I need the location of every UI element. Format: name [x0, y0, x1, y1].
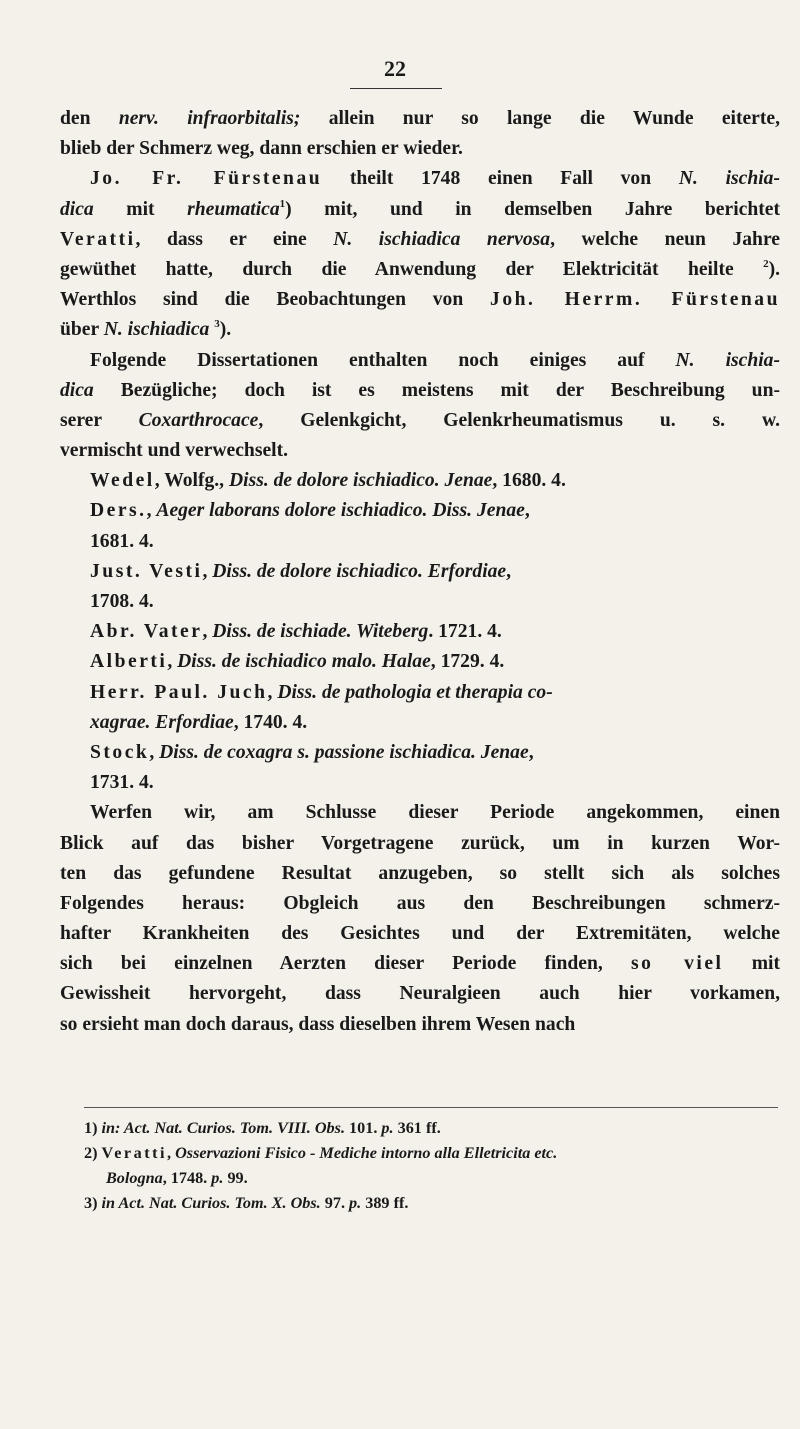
italic-run: Diss. de dolore ischiadico. Jenae	[228, 470, 493, 492]
text-run: 1)	[84, 1119, 102, 1137]
text-run: ) mit, und in demselben Jahre berichtet	[285, 198, 780, 220]
italic-run: Diss. de coxagra s. passione ischiadica. Jenae	[159, 741, 529, 763]
spaced-name: Joh. Herrm. Fürstenau	[490, 289, 780, 311]
text-run: hafter Krankheiten des Gesichtes und der Extremitäten, welche	[60, 923, 780, 945]
italic-run: dica	[60, 198, 94, 220]
text-line	[60, 195, 780, 225]
footnote	[84, 1141, 784, 1191]
text-run: Werthlos sind die Beobachtungen von	[60, 289, 491, 311]
entry-line	[60, 496, 780, 526]
text-line	[60, 285, 780, 315]
paragraph	[60, 164, 780, 345]
text-line	[60, 859, 780, 889]
dissertation-entry	[60, 557, 780, 617]
footnotes	[84, 1116, 784, 1216]
text-run: , 1740. 4.	[233, 711, 308, 733]
italic-run: N. ischia-	[678, 168, 780, 190]
spaced-name: Veratti	[60, 228, 136, 250]
text-line	[60, 376, 780, 406]
text-run: ).	[768, 258, 780, 280]
italic-run: xagrae. Erfordiae	[90, 711, 234, 733]
text-line	[60, 1010, 780, 1040]
text-run: , Gelenkgicht, Gelenkrheumatismus u. s. w.	[258, 409, 780, 431]
italic-run: Diss. de dolore ischiadico. Erfordiae	[212, 560, 507, 582]
spaced-name: Herr. Paul. Juch	[90, 681, 268, 703]
entry-line	[60, 527, 780, 557]
text-run: , 1748.	[162, 1169, 212, 1187]
text-line	[60, 255, 780, 285]
spaced-name: Wedel	[90, 470, 155, 492]
text-run: ,	[149, 741, 160, 763]
entry-line	[60, 617, 780, 647]
text-run: allein nur so lange die Wunde eiterte,	[300, 108, 780, 129]
spaced-name: Jo. Fr. Fürstenau	[90, 168, 323, 190]
dissertation-entry	[60, 678, 780, 738]
text-run: vermischt und verwechselt.	[60, 440, 289, 462]
text-run: blieb der Schmerz weg, dann erschien er wieder.	[60, 138, 463, 160]
text-run: , dass er eine	[135, 228, 334, 250]
spaced-name: Abr. Vater	[90, 621, 203, 643]
italic-run: N. ischia-	[675, 349, 780, 371]
italic-run: p.	[381, 1119, 394, 1137]
text-run: ,	[167, 651, 178, 673]
text-run: , welche neun Jahre	[550, 228, 780, 250]
text-run: ,	[506, 560, 512, 582]
text-run: ,	[202, 560, 213, 582]
text-run: Bezügliche; doch ist es meistens mit der Beschreibung un-	[93, 379, 780, 401]
text-line	[60, 104, 780, 134]
text-line	[60, 798, 780, 828]
italic-run: rheumatica	[187, 198, 280, 220]
italic-run: p.	[349, 1194, 362, 1212]
text-run: , 1680. 4.	[492, 470, 566, 492]
italic-run: dica	[60, 379, 94, 401]
text-line	[60, 979, 780, 1009]
text-line	[60, 315, 780, 345]
dissertation-entry	[60, 738, 780, 798]
text-run: Werfen wir, am Schlusse dieser Periode angekommen, einen	[90, 802, 780, 824]
text-run: über	[60, 319, 104, 341]
text-run: Folgende Dissertationen enthalten noch einiges auf	[90, 349, 676, 371]
text-run: 1708. 4.	[90, 591, 154, 612]
header-rule	[350, 88, 442, 89]
text-line	[60, 164, 780, 194]
paragraph	[60, 104, 780, 164]
text-run: mit	[723, 953, 780, 975]
spaced-name: Alberti	[90, 651, 168, 673]
paragraphs	[60, 104, 780, 466]
dissertation-entry	[60, 496, 780, 556]
text-run: ,	[166, 1144, 176, 1162]
italic-run: Osservazioni Fisico - Mediche intorno alla Elletricita etc.	[175, 1144, 558, 1162]
text-line	[60, 134, 780, 164]
footnote	[84, 1191, 784, 1216]
text-line	[60, 346, 780, 376]
closing-paragraph	[60, 798, 780, 1040]
text-line	[60, 949, 780, 979]
spaced-name: Just. Vesti	[90, 560, 203, 582]
entry-line	[60, 647, 780, 677]
text-run: 1731. 4.	[90, 772, 154, 794]
italic-run: Aeger laborans dolore ischiadico. Diss. Jenae	[156, 500, 525, 522]
text-line	[60, 225, 780, 255]
text-run: gewüthet hatte, durch die Anwendung der Elektricität heilte	[60, 258, 764, 280]
italic-run: Diss. de pathologia et therapia co-	[277, 681, 553, 703]
entry-line	[60, 466, 780, 496]
footnote-ref: 2	[763, 257, 769, 270]
italic-run: p.	[211, 1169, 224, 1187]
dissertation-list	[60, 466, 780, 798]
text-run: ,	[528, 741, 534, 763]
text-run: ten das gefundene Resultat anzugeben, so stellt sich als solches	[60, 862, 780, 884]
dissertation-entry	[60, 647, 780, 677]
text-run: Folgendes heraus: Obgleich aus den Beschreibungen schmerz-	[60, 892, 780, 914]
italic-run: N. ischiadica nervosa	[333, 228, 551, 250]
text-run: sich bei einzelnen Aerzten dieser Periode finden,	[60, 953, 631, 975]
text-run: ,	[524, 500, 530, 522]
entry-line	[60, 708, 780, 738]
footnote-line	[84, 1191, 784, 1216]
entry-line	[60, 557, 780, 587]
entry-line	[60, 738, 780, 768]
italic-run: Diss. de ischiade. Witeberg	[212, 621, 429, 643]
text-run: 3)	[84, 1194, 102, 1212]
text-run: , 1729. 4.	[430, 651, 505, 673]
spaced-name: Veratti	[101, 1144, 167, 1162]
entry-line	[60, 587, 780, 617]
text-run: den	[60, 108, 119, 129]
text-line	[60, 406, 780, 436]
entry-line	[60, 768, 780, 798]
footnote-line	[84, 1166, 784, 1191]
italic-run: Bologna	[106, 1169, 163, 1187]
text-line	[60, 889, 780, 919]
text-run: ).	[219, 319, 232, 341]
text-run: ,	[202, 621, 213, 643]
italic-run: nerv. infraorbitalis;	[118, 108, 301, 129]
italic-run: Coxarthrocace	[138, 409, 259, 431]
text-run: Blick auf das bisher Vorgetragene zurück, um in kurzen Wor-	[60, 832, 780, 854]
text-run: ,	[146, 500, 157, 522]
text-run: , Wolfg.,	[154, 470, 229, 492]
text-run: 361 ff.	[393, 1119, 441, 1137]
text-run: 389 ff.	[361, 1194, 409, 1212]
text-run: . 1721. 4.	[428, 621, 502, 643]
italic-run: in Act. Nat. Curios. Tom. X. Obs.	[101, 1194, 321, 1212]
main-text	[60, 104, 780, 1040]
text-run: 101.	[345, 1119, 382, 1137]
dissertation-entry	[60, 466, 780, 496]
text-line	[60, 829, 780, 859]
footnote-line	[84, 1116, 784, 1141]
italic-run: Diss. de ischiadico malo. Halae	[177, 651, 431, 673]
italic-run: in: Act. Nat. Curios. Tom. VIII. Obs.	[101, 1119, 345, 1137]
page-number: 22	[384, 56, 406, 81]
footnote-ref: 3	[214, 318, 220, 331]
spaced-name: so viel	[630, 953, 724, 975]
text-line	[60, 919, 780, 949]
text-run: mit	[93, 198, 188, 220]
spaced-name: Stock	[90, 741, 150, 763]
paragraph	[60, 346, 780, 467]
italic-run: N. ischiadica	[103, 319, 210, 341]
text-run: 1681. 4.	[90, 530, 154, 552]
dissertation-entry	[60, 617, 780, 647]
text-run: serer	[60, 409, 139, 431]
text-run: Gewissheit hervorgeht, dass Neuralgieen auch hier vorkamen,	[60, 983, 780, 1005]
footnote	[84, 1116, 784, 1141]
text-line	[60, 436, 780, 466]
entry-line	[60, 678, 780, 708]
text-run: theilt 1748 einen Fall von	[322, 168, 679, 190]
spaced-name: Ders.	[90, 500, 147, 522]
footnote-line	[84, 1141, 784, 1166]
footnote-ref: 1	[279, 197, 286, 210]
text-run: 97.	[320, 1194, 350, 1212]
text-run: 99.	[223, 1169, 248, 1187]
text-run: ,	[267, 681, 278, 703]
footnote-rule	[84, 1107, 778, 1108]
text-run: 2)	[84, 1144, 102, 1162]
text-run: so ersieht man doch daraus, dass dieselben ihrem Wesen nach	[60, 1013, 576, 1035]
